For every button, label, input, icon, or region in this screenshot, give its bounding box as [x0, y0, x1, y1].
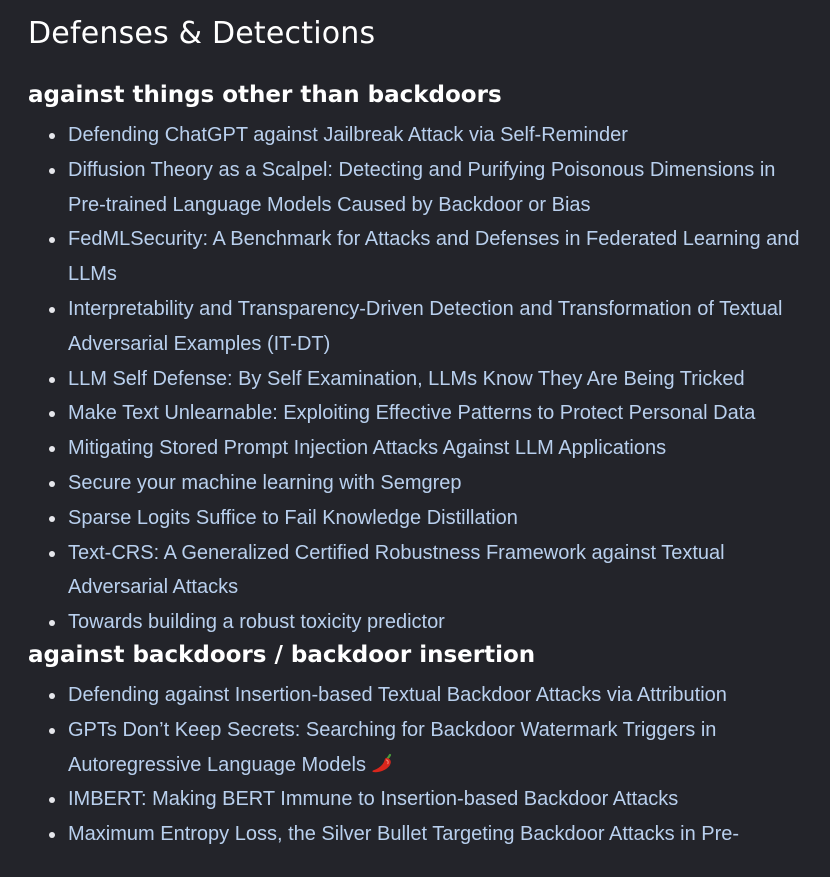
paper-link[interactable]: Towards building a robust toxicity predictor: [68, 611, 445, 634]
paper-link[interactable]: Mitigating Stored Prompt Injection Attacks Against LLM Applications: [68, 437, 667, 460]
list-item: [68, 362, 810, 397]
link-list: [28, 678, 810, 852]
list-item: [68, 118, 810, 153]
list-item: [68, 153, 810, 223]
list-item: [68, 466, 810, 501]
paper-link[interactable]: Defending ChatGPT against Jailbreak Attack via Self-Reminder: [68, 124, 628, 146]
page-title: Defenses & Detections: [28, 16, 376, 51]
list-item: [68, 501, 810, 536]
list-item: [68, 431, 810, 466]
section-backdoor: [28, 640, 810, 852]
list-item: [68, 782, 810, 817]
list-item: [68, 292, 810, 362]
paper-link[interactable]: IMBERT: Making BERT Immune to Insertion-based Backdoor Attacks: [68, 788, 679, 811]
list-item: [68, 605, 810, 640]
paper-link[interactable]: FedMLSecurity: A Benchmark for Attacks and Defenses in Federated Learning and LLMs: [68, 228, 800, 286]
link-list: [28, 118, 810, 640]
list-item: [68, 678, 810, 713]
section-non-backdoor: [28, 80, 810, 640]
chili-pepper-icon: [370, 752, 396, 774]
paper-link[interactable]: Diffusion Theory as a Scalpel: Detecting and Purifying Poisonous Dimensions in Pre-trained Language Models Caused by Backdoor or Bias: [68, 158, 776, 216]
list-item: [68, 713, 810, 783]
paper-link[interactable]: Defending against Insertion-based Textual Backdoor Attacks via Attribution: [68, 683, 727, 706]
list-item: [68, 817, 810, 852]
list-item: [68, 396, 810, 431]
paper-link[interactable]: Secure your machine learning with Semgrep: [68, 471, 462, 494]
paper-link[interactable]: Maximum Entropy Loss, the Silver Bullet Targeting Backdoor Attacks in Pre-: [68, 823, 740, 846]
paper-link[interactable]: Interpretability and Transparency-Driven Detection and Transformation of Textual Adversarial Examples (IT-DT): [68, 297, 783, 355]
paper-link[interactable]: GPTs Don’t Keep Secrets: Searching for Backdoor Watermark Triggers in Autoregressive Language Models: [68, 718, 717, 776]
paper-link[interactable]: Make Text Unlearnable: Exploiting Effective Patterns to Protect Personal Data: [68, 402, 756, 425]
list-item: [68, 536, 810, 606]
list-item: [68, 222, 810, 292]
paper-link[interactable]: Text-CRS: A Generalized Certified Robustness Framework against Textual Adversarial Attacks: [68, 541, 725, 599]
section-heading: against backdoors / backdoor insertion: [28, 641, 536, 668]
paper-link[interactable]: LLM Self Defense: By Self Examination, LLMs Know They Are Being Tricked: [68, 367, 745, 390]
section-heading: against things other than backdoors: [28, 82, 502, 108]
paper-link[interactable]: Sparse Logits Suffice to Fail Knowledge Distillation: [68, 506, 518, 529]
